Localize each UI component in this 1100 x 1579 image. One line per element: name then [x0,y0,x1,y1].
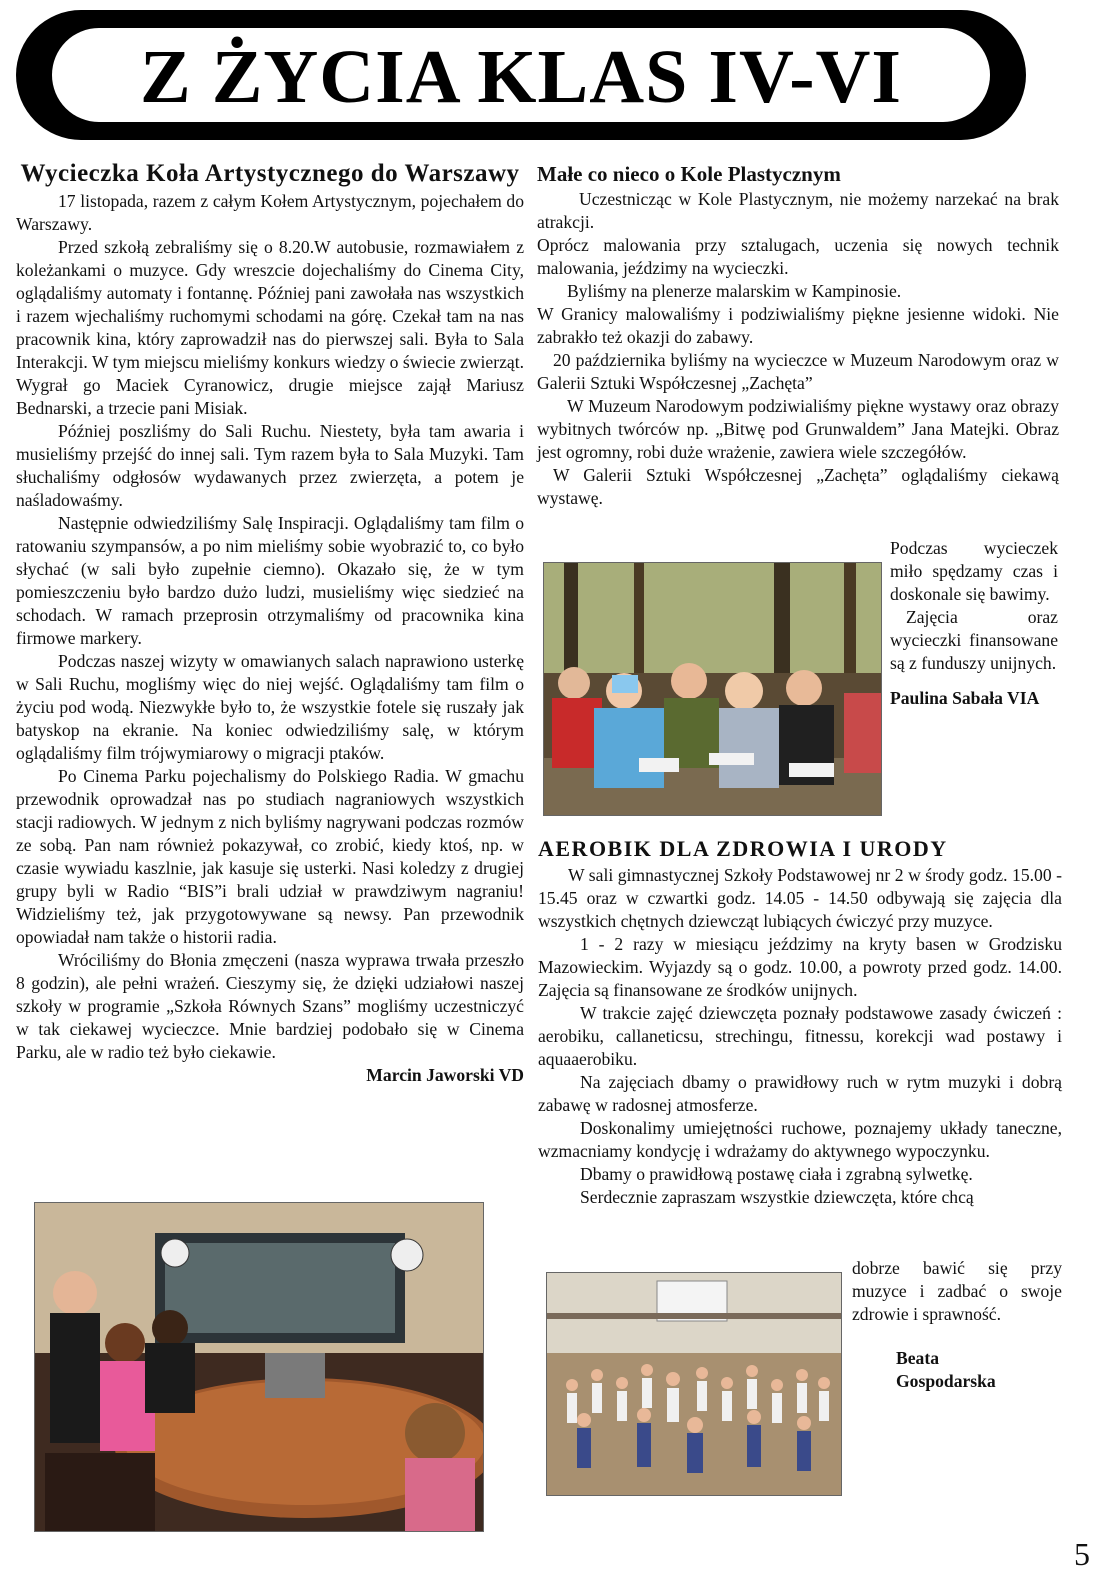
author-line [890,687,1058,710]
paragraph: Wróciliśmy do Błonia zmęczeni (nasza wyprawa trwała przeszło 8 godzin), ale pełni wrażeń. Cieszymy się, że dzięki udziałowi naszej szkoły w programie „Szkoła Równych Szans” mogliśmy uczestniczyć w tak ciekawej wycieczce. Mnie bardziej podobało się w Cinema Parku, ale w radio też było ciekawie. [16,950,524,1062]
paragraph: Po Cinema Parku pojechalismy do Polskiego Radia. W gmachu przewodnik oprowadzał nas po studiach nagraniowych wszystkich stacji radiowych. W jednym z nich byliśmy nagrywani podczas rozmów ze sobą. Pan nam również pokazywał, co zrobić, kiedy ktoś, np. w czasie wywiadu kaszlnie, jak kasuje się usterki. Nasi koledzy z drugiej grupy byli w Radio “BIS”i brali udział w prawdziwym nagraniu! Widzieliśmy też, jak przygotowywane są newsy. Pan przewodnik opowiadał nam także o historii radia. [16,766,524,947]
article-trip-warsaw [16,160,524,1087]
page-title: Z ŻYCIA KLAS IV-VI [140,35,902,119]
page-number: 5 [1074,1536,1090,1572]
paragraph: 1 - 2 razy w miesiącu jeździmy na kryty basen w Grodzisku Mazowieckim. Wyjazdy są o godz. 10.00, a powroty przed godz. 14.00. Zajęcia są finansowane ze środków unijnych. [538,934,1062,1000]
art-club-side-text [890,537,1058,710]
paragraph: W sali gimnastycznej Szkoły Podstawowej nr 2 w środy godz. 15.00 - 15.45 oraz w czwartki godz. 14.05 - 14.50 odbywają się zajęcia dla wszystkich chętnych dziewcząt lubiących ćwiczyć przy muzyce. [538,865,1062,931]
plein-air-photo [543,562,882,816]
article-aerobics [538,836,1062,1209]
radio-studio-photo [34,1202,484,1532]
paragraph: Przed szkołą zebraliśmy się o 8.20.W autobusie, rozmawiałem z koleżankami o muzyce. Gdy wreszcie dojechaliśmy do Cinema City, oglądaliśmy automaty i fontannę. Później pani zawołała nas wszystkich i razem wjechaliśmy ruchomymi schodami na górę. Czekał tam na nas pracownik kina, który zaprowadził nas do pierwszej sali. Była to Sala Interakcji. W tym miejscu mieliśmy konkurs wiedzy o świecie zwierząt. Wygrał go Maciek Cyranowicz, drugie miejsce zajął Mariusz Bednarski, a trzecie pani Misiak. [16,237,524,418]
author-line [16,1064,524,1087]
paragraph: 20 października byliśmy na wycieczce w Muzeum Narodowym oraz w Galerii Sztuki Współczesnej „Zachęta” [537,350,1059,393]
paragraph: dobrze bawić się przy muzyce i zadbać o swoje zdrowie i sprawność. [852,1258,1062,1324]
header-banner-inner [52,28,990,122]
author: Paulina Sabała VIA [890,688,1040,708]
article-title: AEROBIK DLA ZDROWIA I URODY [538,836,948,861]
paragraph: 17 listopada, razem z całym Kołem Artystycznym, pojechałem do Warszawy. [16,191,524,234]
article-title: Małe co nieco o Kole Plastycznym [537,162,841,186]
article-art-club [537,162,1059,510]
paragraph: W Galerii Sztuki Współczesnej „Zachęta” oglądaliśmy ciekawą wystawę. [537,465,1059,508]
paragraph: Następnie odwiedziliśmy Salę Inspiracji. Oglądaliśmy tam film o ratowaniu szympansów, a po nim mieliśmy sobie wyobrazić to, co było słychać (w sali było zupełnie ciemno). Okazało się, że w tym pomieszczeniu było bardzo dużo ludzi, musieliśmy więc siedzieć na schodach. W ramach przeprosin otrzymaliśmy od pracownika kina firmowe markery. [16,513,524,648]
paragraph: W Granicy malowaliśmy i podziwialiśmy piękne jesienne widoki. Nie zabrakło też okazji do zabawy. [537,304,1059,347]
author-first-name: Beata [896,1348,939,1368]
paragraph: W Muzeum Narodowym podziwialiśmy piękne wystawy oraz obrazy wybitnych twórców np. „Bitwę pod Grunwaldem” Jana Matejki. Obraz jest ogromny, robi duże wrażenie, zawiera wiele szczegółów. [537,396,1059,462]
gym-aerobics-photo [546,1272,842,1496]
aerobics-side-text [852,1257,1062,1326]
article-title: Wycieczka Koła Artystycznego do Warszawy [20,160,520,187]
paragraph: Podczas wycieczek miło spędzamy czas i doskonale się bawimy. [890,538,1058,604]
paragraph: Uczestnicząc w Kole Plastycznym, nie możemy narzekać na brak atrakcji. [537,189,1059,232]
aerobics-author [896,1347,1056,1393]
paragraph: Zajęcia oraz wycieczki finansowane są z funduszy unijnych. [890,607,1058,673]
paragraph: Później poszliśmy do Sali Ruchu. Niestety, była tam awaria i musieliśmy przejść do innej sali. Tym razem była to Sala Muzyki. Tam słuchaliśmy odgłosów wydawanych przez zwierzęta, a potem je naśladowaśmy. [16,421,524,510]
paragraph: Na zajęciach dbamy o prawidłowy ruch w rytm muzyki i dobrą zabawę w radosnej atmosferze. [538,1072,1062,1115]
paragraph: Byliśmy na plenerze malarskim w Kampinosie. [567,281,902,301]
paragraph: Dbamy o prawidłową postawę ciała i zgrabną sylwetkę. [580,1164,973,1184]
paragraph: Oprócz malowania przy sztalugach, uczenia się nowych technik malowania, jeździmy na wycieczki. [537,235,1059,278]
author: Marcin Jaworski VD [366,1065,524,1085]
paragraph: Serdecznie zapraszam wszystkie dziewczęta, które chcą [580,1187,974,1207]
author-last-name: Gospodarska [896,1371,996,1391]
paragraph: W trakcie zajęć dziewczęta poznały podstawowe zasady ćwiczeń : aerobiku, callaneticsu, strechingu, fitnessu, korekcji wad postawy i aquaaerobiku. [538,1003,1062,1069]
paragraph: Podczas naszej wizyty w omawianych salach naprawiono usterkę w Sali Ruchu, mogliśmy więc do niej wejść. Oglądaliśmy tam film o życiu pod wodą. Niezwykłe było to, że wszystkie fotele się ruszały jak batyskop na ekranie. Na koniec odwiedziliśmy salę, w którym oglądaliśmy film trójwymiarowy o migracji ptaków. [16,651,524,763]
header-banner [16,10,1026,140]
paragraph: Doskonalimy umiejętności ruchowe, poznajemy układy taneczne, wzmacniamy kondycję i wdrażamy do aktywnego wypoczynku. [538,1118,1062,1161]
